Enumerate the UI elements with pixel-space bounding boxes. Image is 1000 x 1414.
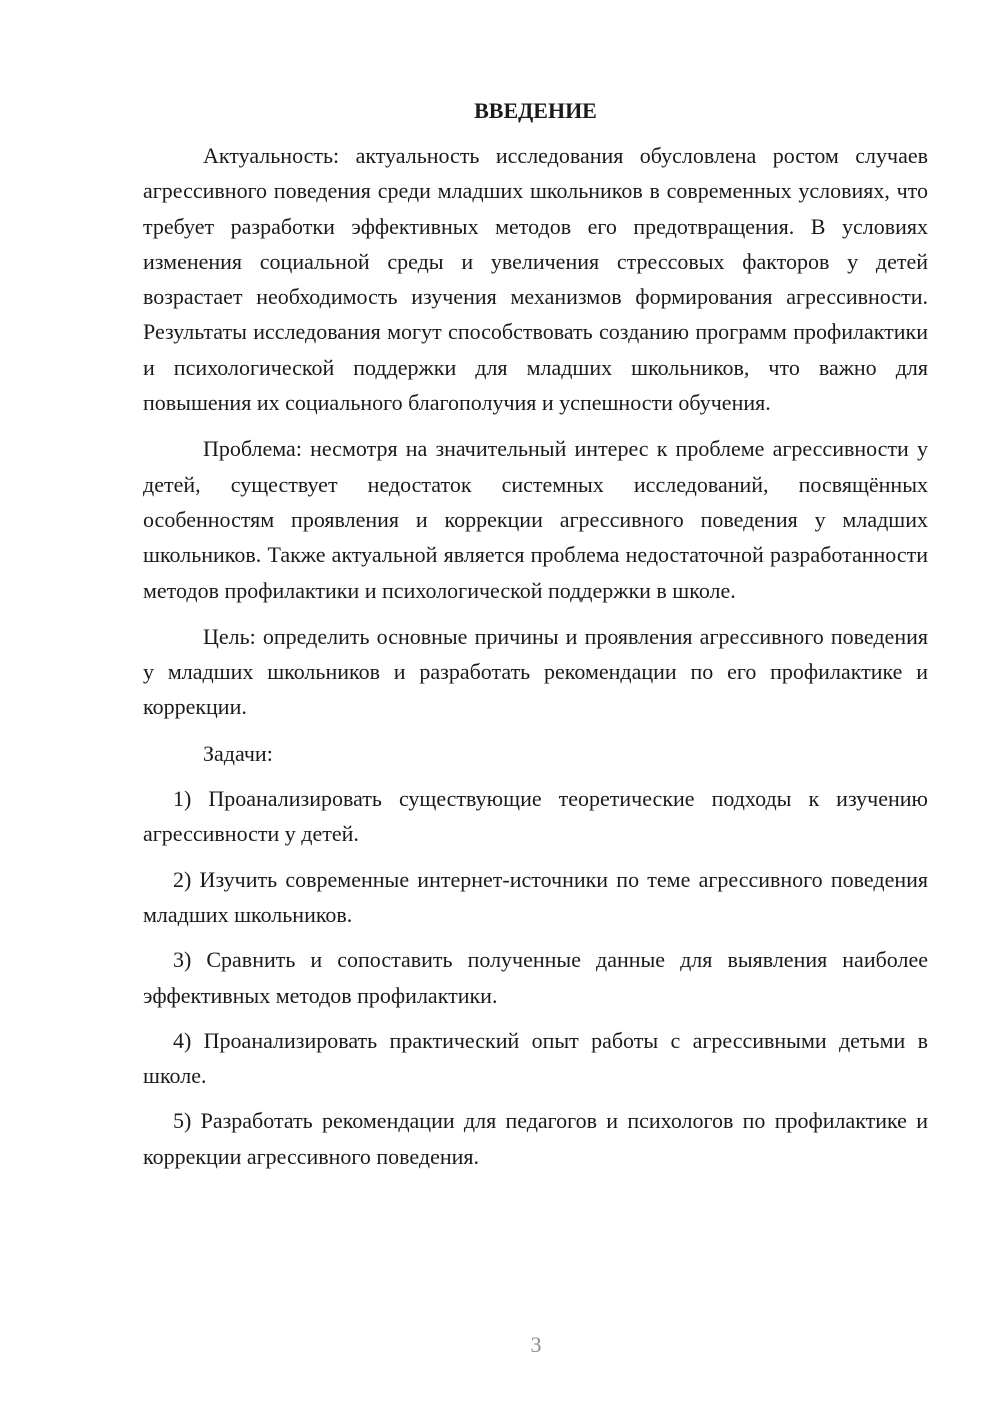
page-number: 3 (530, 1332, 542, 1357)
tasks-list (143, 781, 928, 1174)
task-item: 3) Сравнить и сопоставить полученные данные для выявления наиболее эффективных методов профилактики. (143, 947, 928, 1008)
goal-paragraph: Цель: определить основные причины и проявления агрессивного поведения у младших школьников и разработать рекомендации по его профилактике и коррекции. (143, 623, 928, 720)
section-heading: ВВЕДЕНИЕ (474, 98, 597, 123)
relevance-paragraph: Актуальность: актуальность исследования обусловлена ростом случаев агрессивного поведения среди младших школьников в современных условиях, что требует разработки эффективных методов его предотвращения. В условиях изменения социальной среды и увеличения стрессовых факторов у детей возрастает необходимость изучения механизмов формирования агрессивности. Результаты исследования могут способствовать созданию программ профилактики и психологической поддержки для младших школьников, что важно для повышения их социального благополучия и успешности обучения. (143, 143, 928, 416)
problem-paragraph: Проблема: несмотря на значительный интерес к проблеме агрессивности у детей, существует недостаток системных исследований, посвящённых особенностям проявления и коррекции агрессивного поведения у младших школьников. Также актуальной является проблема недостаточной разработанности методов профилактики и психологической поддержки в школе. (143, 436, 928, 603)
task-item: 2) Изучить современные интернет-источники по теме агрессивного поведения младших школьников. (143, 866, 928, 927)
task-item: 1) Проанализировать существующие теоретические подходы к изучению агрессивности у детей. (143, 786, 928, 847)
tasks-label: Задачи: (203, 740, 273, 766)
document-page (143, 96, 928, 1174)
task-item: 5) Разработать рекомендации для педагогов и психологов по профилактике и коррекции агрессивного поведения. (143, 1108, 928, 1169)
task-item: 4) Проанализировать практический опыт работы с агрессивными детьми в школе. (143, 1027, 928, 1089)
